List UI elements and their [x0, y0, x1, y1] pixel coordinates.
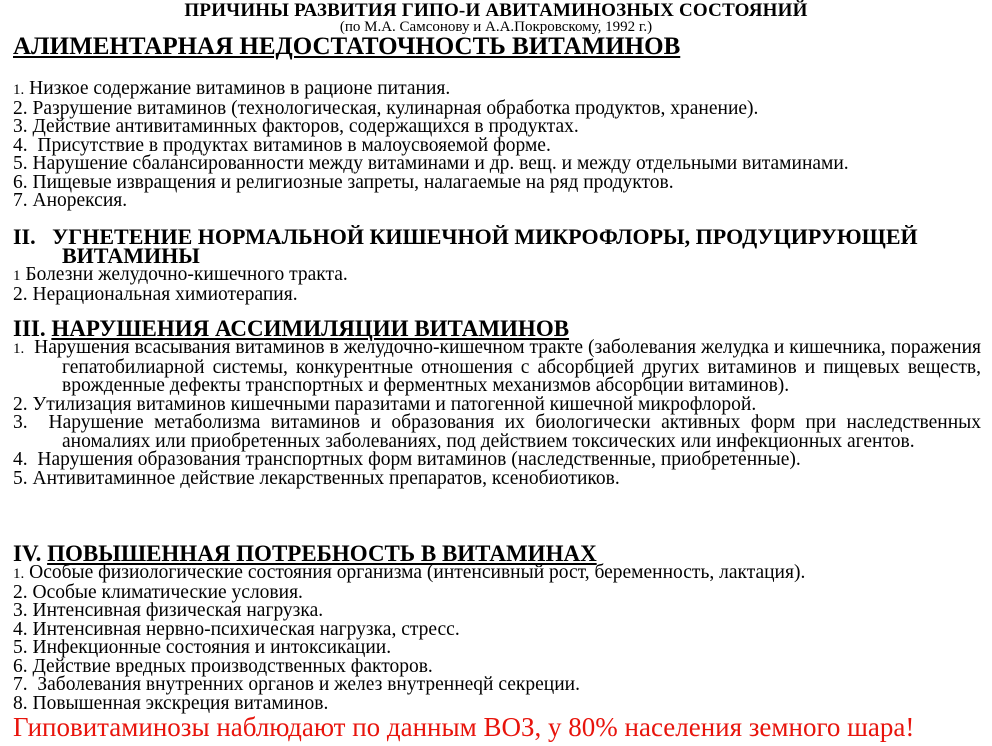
item-text: Особые климатические условия.	[27, 581, 303, 603]
item-number: 1.	[13, 82, 25, 98]
section1-list	[13, 80, 981, 211]
item-text: Пищевые извращения и религиозные запреты, налагаемые на ряд продуктов.	[27, 171, 674, 193]
list-item	[13, 467, 981, 489]
item-text: Низкое содержание витаминов в рационе питания.	[24, 78, 451, 99]
item-number: 7.	[13, 190, 28, 211]
section2-heading-line1: УГНЕТЕНИЕ НОРМАЛЬНОЙ КИШЕЧНОЙ МИКРОФЛОРЫ, ПРОДУЦИРУЮЩЕЙ	[52, 224, 918, 249]
item-text: Нарушения всасывания витаминов в желудочно-кишечном тракте (заболевания желудка и кишечника, поражения гепатобилиарной системы, конкурентные отношения с абсорбцией других витаминов и пищевых веществ, врожденные дефекты транспортных и ферментных механизмов абсорбции витаминов).	[24, 337, 986, 396]
item-number: 5.	[13, 467, 28, 489]
section3-heading-text: НАРУШЕНИЯ АССИМИЛЯЦИИ ВИТАМИНОВ	[51, 316, 570, 341]
section2-heading	[13, 224, 981, 268]
item-text: Инфекционные состояния и интоксикации.	[27, 637, 392, 658]
item-text: Действие антивитаминных факторов, содержащихся в продуктах.	[27, 116, 579, 137]
item-text: Действие вредных производственных факторов.	[27, 655, 433, 677]
section3-heading-number: III.	[13, 316, 46, 341]
item-text: Интенсивная физическая нагрузка.	[27, 600, 324, 621]
item-number: 4.	[13, 618, 28, 640]
item-text: Присутствие в продуктах витаминов в малоусвояемой форме.	[27, 134, 551, 156]
list-item	[13, 337, 986, 396]
list-item	[13, 412, 986, 452]
item-text: Нарушения образования транспортных форм витаминов (наследственные, приобретенные).	[27, 449, 801, 470]
item-text: Заболевания внутренних органов и желез внутреннеqй секреции.	[27, 674, 580, 695]
list-item	[13, 171, 981, 193]
item-text: Утилизация витаминов кишечными паразитами и патогенной кишечной микрофлорой.	[27, 393, 757, 415]
list-item	[13, 283, 981, 305]
item-text: Нарушение метаболизма витаминов и образования их биологически активных форм при наследственных аномалиях или приобретенных заболеваниях, под действием токсических или инфекционных агентов.	[27, 412, 986, 452]
section1-heading: АЛИМЕНТАРНАЯ НЕДОСТАТОЧНОСТЬ ВИТАМИНОВ	[13, 33, 681, 60]
page-title: ПРИЧИНЫ РАЗВИТИЯ ГИПО-И АВИТАМИНОЗНЫХ СОСТОЯНИЙ	[184, 0, 808, 21]
footer-note: Гиповитаминозы наблюдают по данным ВОЗ, у 80% населения земного шара!	[13, 712, 915, 742]
item-number: 7.	[13, 674, 28, 695]
list-item	[13, 692, 981, 714]
section2-heading-line2: ВИТАМИНЫ	[62, 243, 200, 268]
item-text: Болезни желудочно-кишечного тракта.	[20, 264, 348, 285]
item-number: 5.	[13, 153, 28, 174]
item-text: Повышенная экскреция витаминов.	[27, 692, 329, 714]
item-number: 3.	[13, 116, 28, 137]
item-text: Нарушение сбалансированности между витаминами и др. вещ. и между отдельными витаминами.	[27, 153, 849, 174]
item-number: 6.	[13, 655, 28, 677]
item-number: 8.	[13, 692, 28, 714]
item-number: 4.	[13, 134, 28, 156]
item-number: 2.	[13, 97, 28, 119]
item-number: 1.	[13, 341, 25, 357]
item-number: 3.	[13, 412, 28, 433]
item-number: 2.	[13, 581, 28, 603]
section4-heading-number: IV.	[13, 541, 42, 566]
item-number: 5.	[13, 637, 28, 658]
item-text: Особые физиологические состояния организма (интенсивный рост, беременность, лактация).	[24, 562, 806, 583]
item-text: Антивитаминное действие лекарственных препаратов, ксенобиотиков.	[27, 467, 620, 489]
item-text: Нерациональная химиотерапия.	[27, 283, 298, 305]
section2-heading-number: II.	[13, 224, 36, 249]
item-number: 1.	[13, 566, 25, 582]
item-number: 2.	[13, 393, 28, 415]
list-item	[13, 192, 981, 211]
item-number: 3.	[13, 600, 28, 621]
section2-list	[13, 266, 981, 304]
item-text: Анорексия.	[27, 190, 128, 211]
section4-heading-text: ПОВЫШЕННАЯ ПОТРЕБНОСТЬ В ВИТАМИНАХ	[47, 541, 597, 566]
item-number: 4.	[13, 449, 28, 470]
item-number: 1	[13, 268, 21, 284]
item-number: 2.	[13, 283, 28, 305]
item-text: Разрушение витаминов (технологическая, кулинарная обработка продуктов, хранение).	[27, 97, 759, 119]
item-text: Интенсивная нервно-психическая нагрузка, стресс.	[27, 618, 460, 640]
page-subtitle: (по М.А. Самсонову и А.А.Покровскому, 1992 г.)	[339, 19, 653, 35]
section4-list	[13, 564, 981, 713]
section3-list	[13, 337, 986, 489]
item-number: 6.	[13, 171, 28, 193]
